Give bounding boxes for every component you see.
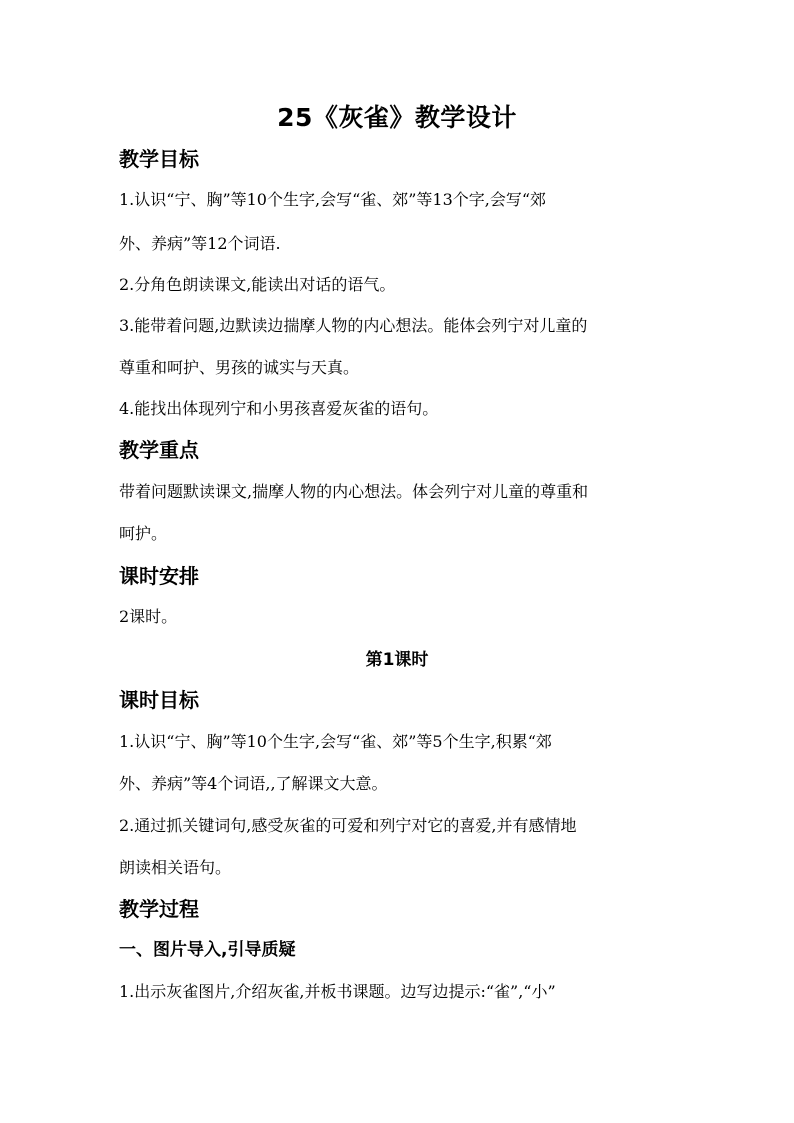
objectives-heading: 教学目标 (119, 147, 199, 171)
key-points-line-1: 带着问题默读课文,揣摩人物的内心想法。体会列宁对儿童的尊重和 (119, 482, 589, 501)
objectives-line-5: 尊重和呵护、男孩的诚实与天真。 (119, 358, 360, 377)
objectives-line-4: 3.能带着问题,边默读边揣摩人物的内心想法。能体会列宁对儿童的 (119, 316, 588, 335)
lesson-objectives-line-2: 外、养病”等4个词语,,了解课文大意。 (119, 774, 388, 793)
lesson-objectives-line-4: 朗读相关语句。 (119, 858, 232, 877)
objectives-line-6: 4.能找出体现列宁和小男孩喜爱灰雀的语句。 (119, 399, 439, 418)
lesson-objectives-line-1: 1.认识“宁、胸”等10个生字,会写“雀、郊”等5个生字,积累“郊 (119, 732, 552, 751)
schedule-heading: 课时安排 (119, 564, 199, 588)
step1-line-1: 1.出示灰雀图片,介绍灰雀,并板书课题。边写边提示:“雀”,“小” (119, 982, 556, 1001)
schedule-text: 2课时。 (119, 607, 178, 626)
objectives-line-2: 外、养病”等12个词语. (119, 234, 281, 253)
lesson-objectives-heading: 课时目标 (119, 688, 199, 712)
lesson1-heading: 第1课时 (365, 650, 429, 670)
key-points-heading: 教学重点 (119, 438, 199, 462)
key-points-line-2: 呵护。 (119, 524, 168, 543)
lesson-objectives-line-3: 2.通过抓关键词句,感受灰雀的可爱和列宁对它的喜爱,并有感情地 (119, 816, 577, 835)
document-title: 25《灰雀》教学设计 (277, 103, 517, 132)
process-heading: 教学过程 (119, 897, 199, 921)
objectives-line-3: 2.分角色朗读课文,能读出对话的语气。 (119, 275, 396, 294)
step1-heading: 一、图片导入,引导质疑 (119, 940, 296, 960)
objectives-line-1: 1.认识“宁、胸”等10个生字,会写“雀、郊”等13个字,会写“郊 (119, 190, 547, 209)
